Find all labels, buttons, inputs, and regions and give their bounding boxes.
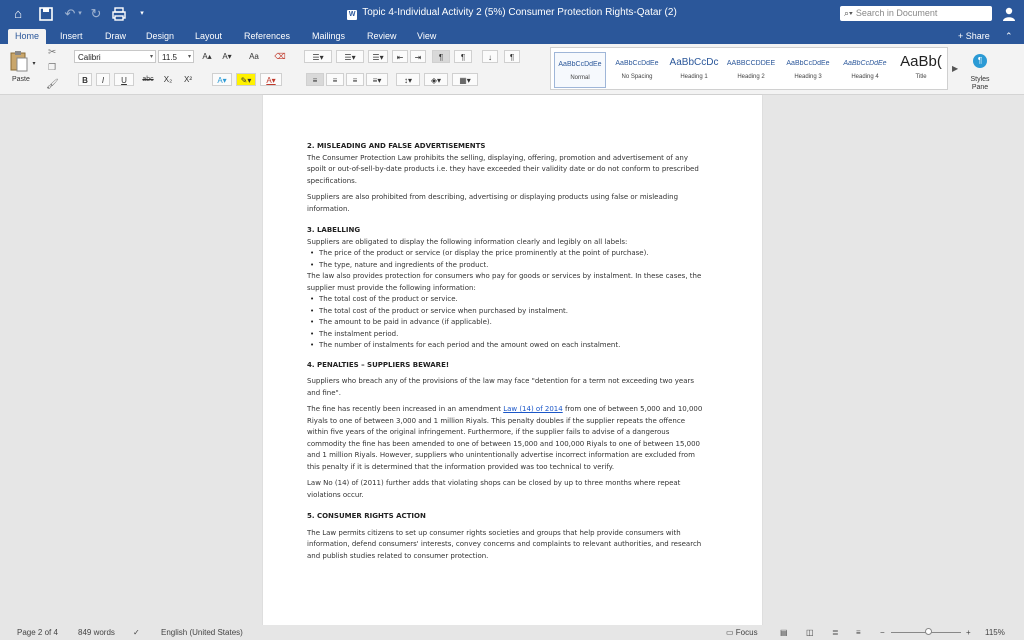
increase-indent-icon[interactable]: ⇥ [410,50,426,63]
borders-icon[interactable]: ▦▾ [452,73,478,86]
list-item: • The price of the product or service (or display the price prominently at the point of purchase). [319,248,707,260]
highlight-icon[interactable]: ✎▾ [236,73,256,86]
customize-toolbar-icon[interactable]: ▾ [140,10,144,17]
change-case-button[interactable]: Aa [249,52,259,61]
focus-button[interactable]: ▭ Focus [726,628,758,637]
show-formatting-marks-icon[interactable]: ¶ [504,50,520,63]
font-name-select[interactable]: Calibri ▾ [74,50,156,63]
style-normal[interactable]: AaBbCcDdEe Normal [554,52,606,88]
outline-view-icon[interactable]: ≣ [832,628,839,637]
rtl-paragraph-icon[interactable]: ¶ [454,50,472,63]
draft-view-icon[interactable]: ≡ [856,628,861,637]
styles-gallery [550,47,948,90]
grow-font-button[interactable]: A▴ [202,52,212,61]
list-item: • The total cost of the product or service. [319,294,707,306]
paragraph: The law also provides protection for consumers who pay for goods or services by instalment. In these cases, the supplier must provide the following information: [307,272,702,292]
status-bar [0,625,1024,640]
tab-layout[interactable]: Layout [195,31,223,41]
copy-icon[interactable]: ❐ [48,62,57,72]
align-center-icon[interactable]: ≡ [326,73,344,86]
ribbon-home [0,44,1024,95]
superscript-button[interactable]: X² [184,75,192,84]
style-no-spacing[interactable]: AaBbCcDdEe No Spacing [615,60,659,80]
tab-references[interactable]: References [244,31,291,41]
document-title: W Topic 4-Individual Activity 2 (5%) Consumer Protection Rights-Qatar (2) [348,7,677,18]
paste-label[interactable]: Paste [12,76,30,83]
focus-icon: ▭ [726,628,734,637]
format-painter-icon[interactable]: 🖌 [46,79,59,90]
ltr-paragraph-icon[interactable]: ¶ [432,50,450,63]
tab-draw[interactable]: Draw [105,31,127,41]
zoom-out-icon[interactable]: − [880,628,885,637]
list-item: • The total cost of the product or service when purchased by instalment. [319,306,707,318]
font-color-icon[interactable]: A▾ [260,73,282,86]
styles-pane-button[interactable]: Styles Pane [970,76,990,91]
collapse-ribbon-icon[interactable]: ⌃ [1005,31,1013,41]
home-icon[interactable]: ⌂ [14,6,22,21]
title-bar [0,0,1024,28]
document-page[interactable] [263,95,762,627]
bullet-list [307,294,707,352]
section-heading: 3. LABELLING [307,226,361,234]
shading-icon[interactable]: ◈▾ [424,73,448,86]
font-size-select[interactable]: 11.5 ▾ [158,50,194,63]
paragraph: Suppliers are also prohibited from describing, advertising or displaying products using false or misleading information. [307,193,679,213]
law-14-2014-link[interactable]: Law (14) of 2014 [503,405,563,413]
style-heading-2[interactable]: AABBCCDDEE Heading 2 [726,60,776,80]
list-item: • The number of instalments for each period and the amount owed on each instalment. [319,340,707,352]
list-item: • The type, nature and ingredients of the product. [319,260,707,272]
cut-icon[interactable]: ✂ [48,47,57,58]
print-layout-view-icon[interactable]: ▤ [780,628,788,637]
bold-button[interactable]: B [78,73,92,86]
align-right-icon[interactable]: ≡ [346,73,364,86]
gallery-expand-icon[interactable]: ▶ [952,64,959,73]
paragraph: Law No (14) of (2011) further adds that violating shops can be closed by up to three months where repeat violations occur. [307,479,681,499]
line-spacing-icon[interactable]: ↕▾ [396,73,420,86]
search-in-document-input[interactable]: ⌕▾ Search in Document [840,6,992,21]
paste-icon[interactable] [10,50,28,72]
redo-icon[interactable]: ↻ [90,6,102,21]
subscript-button[interactable]: X₂ [163,75,173,84]
account-icon[interactable] [1002,6,1016,22]
tab-insert[interactable]: Insert [60,31,83,41]
page-count[interactable]: Page 2 of 4 [17,628,58,637]
paragraph: The Consumer Protection Law prohibits the selling, displaying, offering, promotion and advertisement of any spoilt or out-of-sell-by-date products i.e. they have exceeded their validity date or do not conform to prescribed specifications. [307,153,699,185]
tab-review[interactable]: Review [367,31,397,41]
chevron-down-icon: ▾ [149,54,153,60]
align-left-icon[interactable]: ≡ [306,73,324,86]
paragraph: Suppliers who breach any of the provisions of the law may face "detention for a term not exceeding two years and fine". [307,377,695,397]
zoom-level[interactable]: 115% [985,628,1005,637]
search-icon: ⌕▾ [844,8,853,18]
numbering-icon[interactable]: ☰▾ [336,50,364,63]
tab-design[interactable]: Design [146,31,175,41]
undo-icon[interactable]: ↶ [64,6,76,21]
ribbon-tabs [0,28,1024,44]
tab-view[interactable]: View [417,31,437,41]
web-layout-view-icon[interactable]: ◫ [806,628,814,637]
share-button[interactable]: + Share [958,31,990,41]
proofing-icon[interactable]: ✓ [133,628,140,637]
zoom-in-icon[interactable]: + [966,628,971,637]
tab-mailings[interactable]: Mailings [312,31,346,41]
bullets-icon[interactable]: ☰▾ [304,50,332,63]
multilevel-list-icon[interactable]: ☰▾ [368,50,388,63]
language-indicator[interactable]: English (United States) [161,628,243,637]
paragraph: Suppliers are obligated to display the following information clearly and legibly on all labels: [307,237,628,246]
text-effects-icon[interactable]: A▾ [212,73,232,86]
style-heading-1[interactable]: AaBbCcDc Heading 1 [669,57,719,80]
section-heading: 2. MISLEADING AND FALSE ADVERTISEMENTS [307,142,486,150]
style-heading-3[interactable]: AaBbCcDdEe Heading 3 [786,60,830,80]
paragraph: The fine has recently been increased in an amendment Law (14) of 2014 from one of between 5,000 and 10,000 Riyals to one of between 3,000 and 1 million Riyals. This penalty doubles if the supplier repeats the offence within five years of the original infringement. Furthermore, if the supplier fails to advise of a dangerous commodity the fine has been amended to one of between 15,000 and 100,000 Riyals to one of between 15,000 and 1 million Riyals. However, suppliers who unintentionally advertise incorrect information are excluded from this penalty if it is determined that the information provided was too technical to verify. [307,405,703,471]
document-body[interactable] [307,141,707,562]
paste-options-icon[interactable]: ▾ [32,61,36,67]
strikethrough-button[interactable]: abc [142,76,154,83]
word-doc-icon: W [348,11,356,18]
section-heading: 5. CONSUMER RIGHTS ACTION [307,512,426,520]
decrease-indent-icon[interactable]: ⇤ [392,50,408,63]
word-count[interactable]: 849 words [78,628,115,637]
shrink-font-button[interactable]: A▾ [222,52,232,61]
clear-formatting-icon[interactable]: ⌫ [274,52,286,61]
list-item: • The instalment period. [319,329,707,341]
bullet-list [307,248,707,271]
justify-icon[interactable]: ≡▾ [366,73,388,86]
zoom-slider-handle[interactable] [925,628,932,635]
styles-pane-icon[interactable]: ¶ [973,54,987,68]
list-item: • The amount to be paid in advance (if applicable). [319,317,707,329]
sort-icon[interactable]: ↓ [482,50,498,63]
add-person-icon: + [958,31,964,41]
style-heading-4[interactable]: AaBbCcDdEe Heading 4 [843,60,887,80]
paragraph: The Law permits citizens to set up consumer rights societies and groups that help provide consumers with information, defend consumers' interests, convey concerns and complaints to relevant authorities, and research and publish studies related to consumer protection. [307,528,702,560]
underline-button[interactable]: U [114,73,134,86]
section-heading: 4. PENALTIES – SUPPLIERS BEWARE! [307,360,450,369]
tab-home[interactable]: Home [8,29,46,44]
style-title[interactable]: AaBb( Title [900,53,942,80]
undo-dropdown-icon[interactable]: ▾ [78,10,82,17]
chevron-down-icon: ▾ [187,54,191,60]
italic-button[interactable]: I [96,73,110,86]
